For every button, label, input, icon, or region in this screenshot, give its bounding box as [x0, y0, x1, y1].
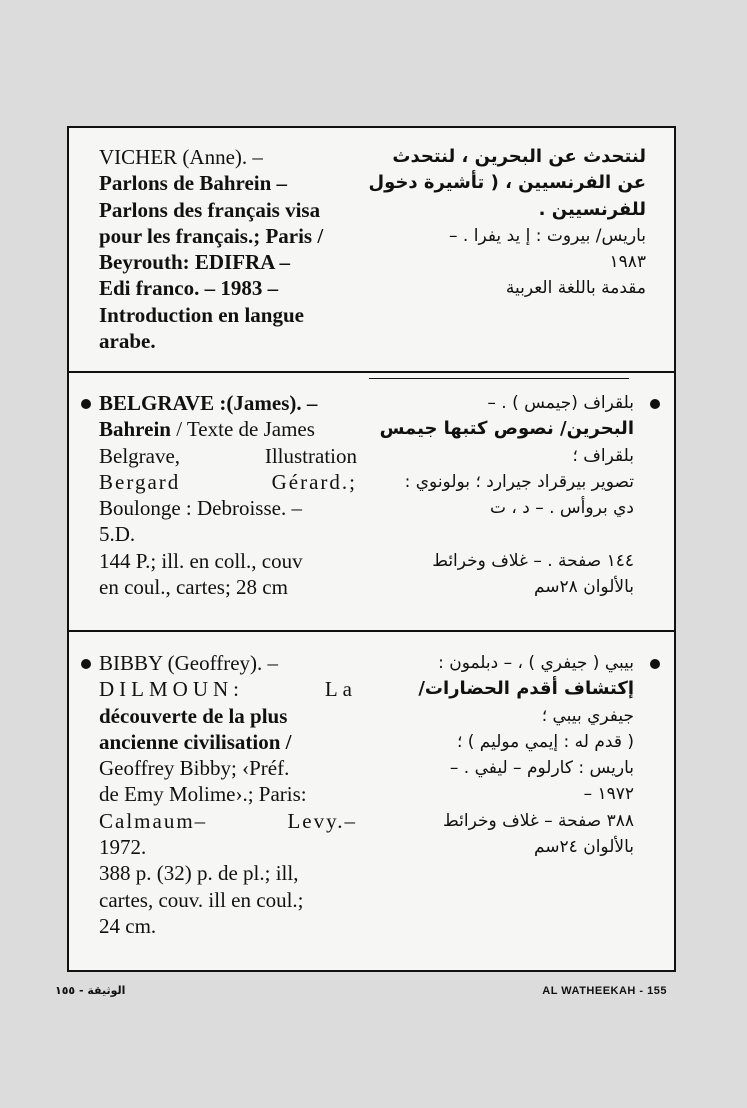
- ar-line: البحرين/ نصوص كتبها جيمس: [379, 418, 634, 440]
- ar-line: جيفري بيبي ؛: [541, 705, 634, 726]
- fr-line: arabe.: [99, 329, 156, 354]
- ar-line: ١٩٨٣: [609, 252, 646, 273]
- fr-line: DILMOUN: La: [99, 677, 357, 702]
- ar-line: ١٩٧٢ –: [583, 784, 634, 805]
- fr-line: BIBBY (Geoffrey). –: [99, 651, 279, 675]
- ar-line: عن الفرنسيين ، ( تأشيرة دخول: [368, 172, 646, 194]
- fr-line: 24 cm.: [99, 913, 157, 938]
- ar-line: [396, 521, 634, 547]
- ar-line: باريس/ بيروت : إ يد يفرا . –: [449, 225, 646, 246]
- bullet-icon: [650, 399, 660, 409]
- ar-line: ١٤٤ صفحة . – غلاف وخرائط: [432, 550, 634, 571]
- footer-page-number-latin: AL WATHEEKAH - 155: [542, 985, 667, 997]
- fr-line: Parlons de Bahrein –: [99, 171, 288, 196]
- catalog-frame: [67, 126, 676, 972]
- fr-line: 388 p. (32) p. de pl.; ill,: [99, 861, 299, 886]
- bullet-icon: [81, 659, 91, 669]
- fr-line: Edi franco. – 1983 –: [99, 276, 279, 301]
- entry-belgrave-french: [99, 390, 357, 600]
- bullet-icon: [650, 659, 660, 669]
- ar-line: بلقراف (جيمس ) . –: [487, 393, 634, 413]
- fr-line: Belgrave, Illustration: [99, 443, 357, 468]
- ar-line: دي بروأس . – د ، ت: [489, 498, 634, 519]
- fr-line: de Emy Molime›.; Paris:: [99, 782, 307, 807]
- entry-vicher-arabic: [368, 144, 646, 302]
- fr-line: découverte de la plus: [99, 703, 288, 728]
- footer-page-number-arabic: الوثيقة - ١٥٥: [55, 984, 126, 997]
- fr-line: Calmaum– Levy.–: [99, 808, 357, 833]
- entry-vicher-french: [99, 144, 357, 354]
- entry-divider: [69, 630, 674, 632]
- ar-line: للفرنسيين .: [538, 198, 646, 220]
- fr-line: Boulonge : Debroisse. –: [99, 496, 302, 521]
- ar-line: باريس : كارلوم – ليفي . –: [449, 758, 634, 779]
- fr-line: BELGRAVE :(James). –: [99, 391, 318, 415]
- entry-divider-short: [369, 378, 629, 379]
- fr-line-bold-prefix: Bahrein: [99, 417, 171, 442]
- entry-divider: [69, 371, 674, 373]
- fr-line: 1972.: [99, 835, 147, 860]
- fr-line: 144 P.; ill. en coll., couv: [99, 548, 303, 573]
- fr-line: VICHER (Anne). –: [99, 145, 263, 169]
- fr-line: Bergard Gérard.;: [99, 469, 357, 494]
- ar-line: بلقراف ؛: [572, 445, 634, 466]
- fr-line: Geoffrey Bibby; ‹Préf.: [99, 756, 290, 781]
- fr-line: Bahrein / Texte de James: [99, 417, 315, 442]
- fr-line: Parlons des français visa: [99, 197, 321, 222]
- fr-line: 5.D.: [99, 522, 136, 547]
- fr-line: pour les français.; Paris /: [99, 223, 324, 248]
- ar-line: مقدمة باللغة العربية: [505, 278, 646, 299]
- ar-line: تصوير بيرقراد جيرارد ؛ بولونوي :: [404, 471, 634, 492]
- ar-line: ( قدم له : إيمي موليم ) ؛: [456, 731, 634, 752]
- ar-line: بيبي ( جيفري ) ، – دبلمون :: [438, 653, 634, 673]
- ar-line: لنتحدث عن البحرين ، لنتحدث: [392, 146, 646, 167]
- ar-line: إكتشاف أقدم الحضارات/: [418, 678, 634, 700]
- fr-line: en coul., cartes; 28 cm: [99, 575, 288, 600]
- ar-line: بالألوان ٢٨سم: [533, 577, 634, 598]
- fr-line: ancienne civilisation /: [99, 729, 292, 754]
- ar-line: ٣٨٨ صفحة – غلاف وخرائط: [443, 810, 634, 831]
- entry-belgrave-arabic: [379, 390, 634, 600]
- ar-line: بالألوان ٢٤سم: [533, 837, 634, 858]
- entry-bibby-arabic: [396, 650, 634, 860]
- entry-bibby-french: [99, 650, 357, 939]
- bullet-icon: [81, 399, 91, 409]
- fr-line: cartes, couv. ill en coul.;: [99, 887, 304, 912]
- fr-line: Beyrouth: EDIFRA –: [99, 250, 290, 275]
- fr-line: Introduction en langue: [99, 302, 304, 327]
